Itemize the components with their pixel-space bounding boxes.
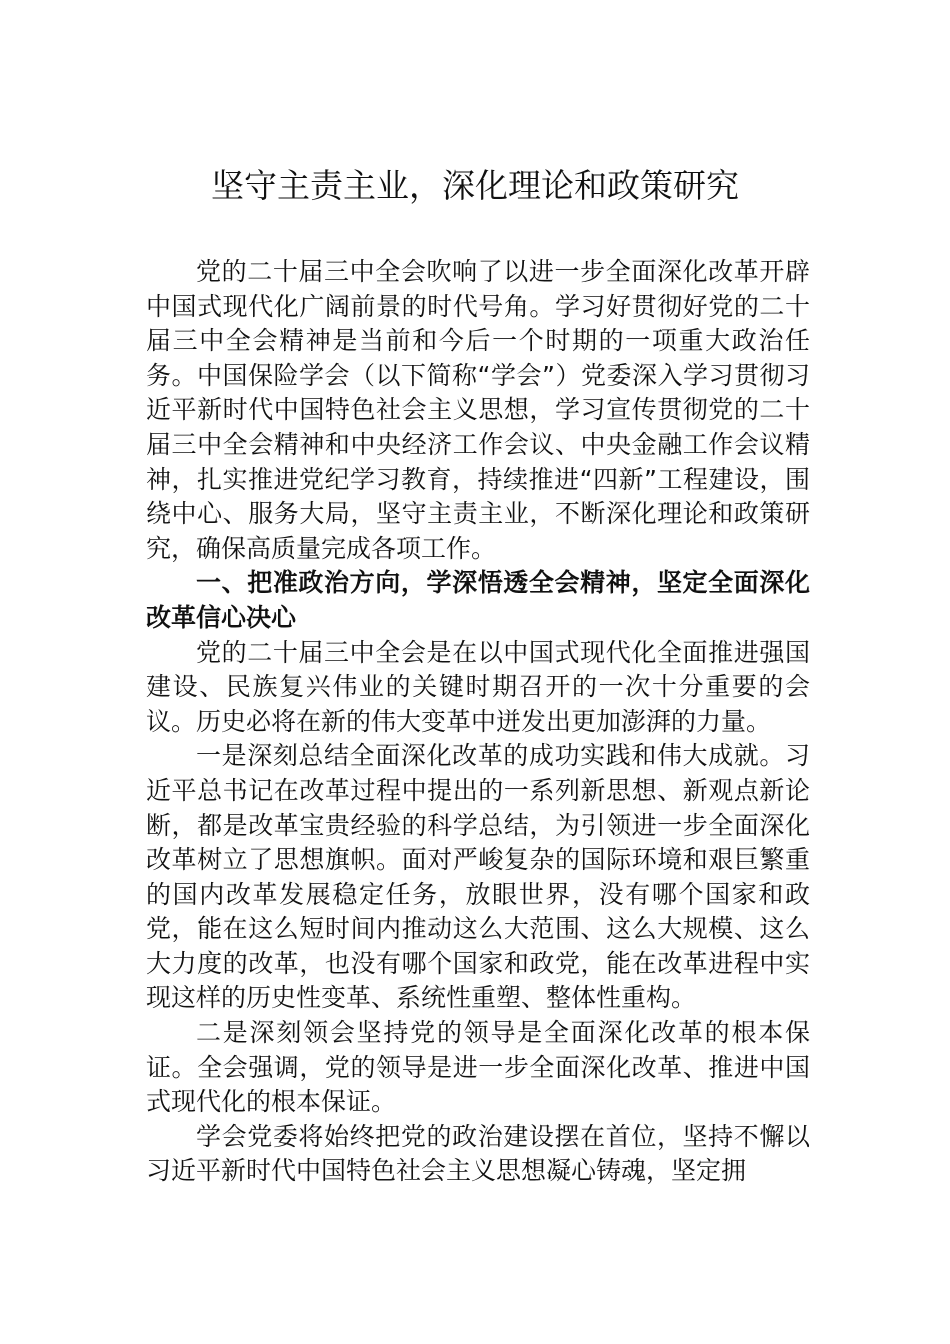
- paragraph-point-two: 二是深刻领会坚持党的领导是全面深化改革的根本保证。全会强调，党的领导是进一步全面深化改革、推进中国式现代化的根本保证。: [146, 1018, 810, 1117]
- paragraph-party-committee: 学会党委将始终把党的政治建设摆在首位，坚持不懈以习近平新时代中国特色社会主义思想凝心铸魂，坚定拥: [146, 1121, 810, 1186]
- paragraph-plenum-significance: 党的二十届三中全会是在以中国式现代化全面推进强国建设、民族复兴伟业的关键时期召开的一次十分重要的会议。历史必将在新的伟大变革中迸发出更加澎湃的力量。: [146, 637, 810, 736]
- paragraph-point-one: 一是深刻总结全面深化改革的成功实践和伟大成就。习近平总书记在改革过程中提出的一系列新思想、新观点新论断，都是改革宝贵经验的科学总结，为引领进一步全面深化改革树立了思想旗帜。面对严峻复杂的国际环境和艰巨繁重的国内改革发展稳定任务，放眼世界，没有哪个国家和政党，能在这么短时间内推动这么大范围、这么大规模、这么大力度的改革，也没有哪个国家和政党，能在改革进程中实现这样的历史性变革、系统性重塑、整体性重构。: [146, 741, 810, 1013]
- section-heading-1: 一、把准政治方向，学深悟透全会精神，坚定全面深化改革信心决心: [146, 568, 810, 632]
- document-body: [146, 255, 810, 1189]
- document-title: 坚守主责主业，深化理论和政策研究: [211, 166, 739, 205]
- paragraph-intro: 党的二十届三中全会吹响了以进一步全面深化改革开辟中国式现代化广阔前景的时代号角。学习好贯彻好党的二十届三中全会精神是当前和今后一个时期的一项重大政治任务。中国保险学会（以下简称“学会”）党委深入学习贯彻习近平新时代中国特色社会主义思想，学习宣传贯彻党的二十届三中全会精神和中央经济工作会议、中央金融工作会议精神，扎实推进党纪学习教育，持续推进“四新”工程建设，围绕中心、服务大局，坚守主责主业，不断深化理论和政策研究，确保高质量完成各项工作。: [146, 257, 810, 563]
